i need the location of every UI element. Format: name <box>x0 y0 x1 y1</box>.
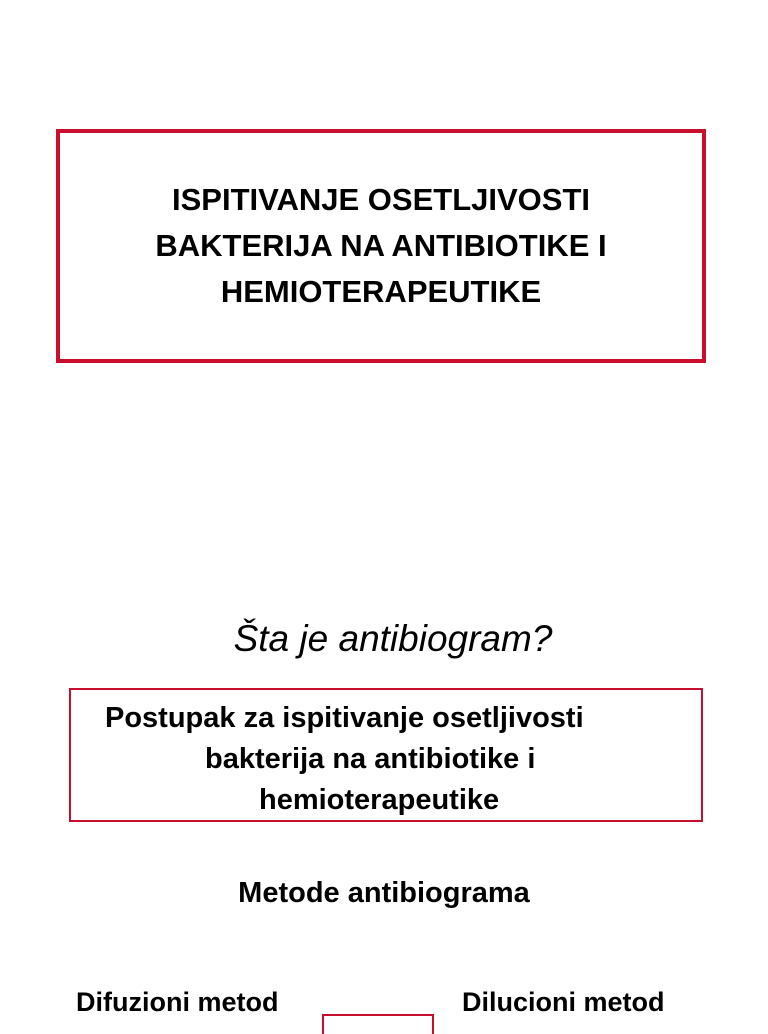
connector-box <box>322 1014 434 1034</box>
definition-box <box>69 688 703 822</box>
definition-line-3: hemioterapeutike <box>259 784 500 816</box>
definition-line-2: bakterija na antibiotike i <box>205 743 536 775</box>
question-heading: Šta je antibiogram? <box>233 618 553 659</box>
title-box <box>56 129 706 363</box>
definition-line-1: Postupak za ispitivanje osetljivosti <box>105 702 584 734</box>
title-line-1: ISPITIVANJE OSETLJIVOSTI <box>171 182 590 217</box>
title-line-2: BAKTERIJA NA ANTIBIOTIKE I <box>155 228 607 263</box>
title-line-3: HEMIOTERAPEUTIKE <box>220 274 542 309</box>
methods-heading: Metode antibiograma <box>238 877 530 909</box>
method-diffusion: Difuzioni metod <box>76 987 279 1017</box>
method-dilution: Dilucioni metod <box>462 987 665 1017</box>
